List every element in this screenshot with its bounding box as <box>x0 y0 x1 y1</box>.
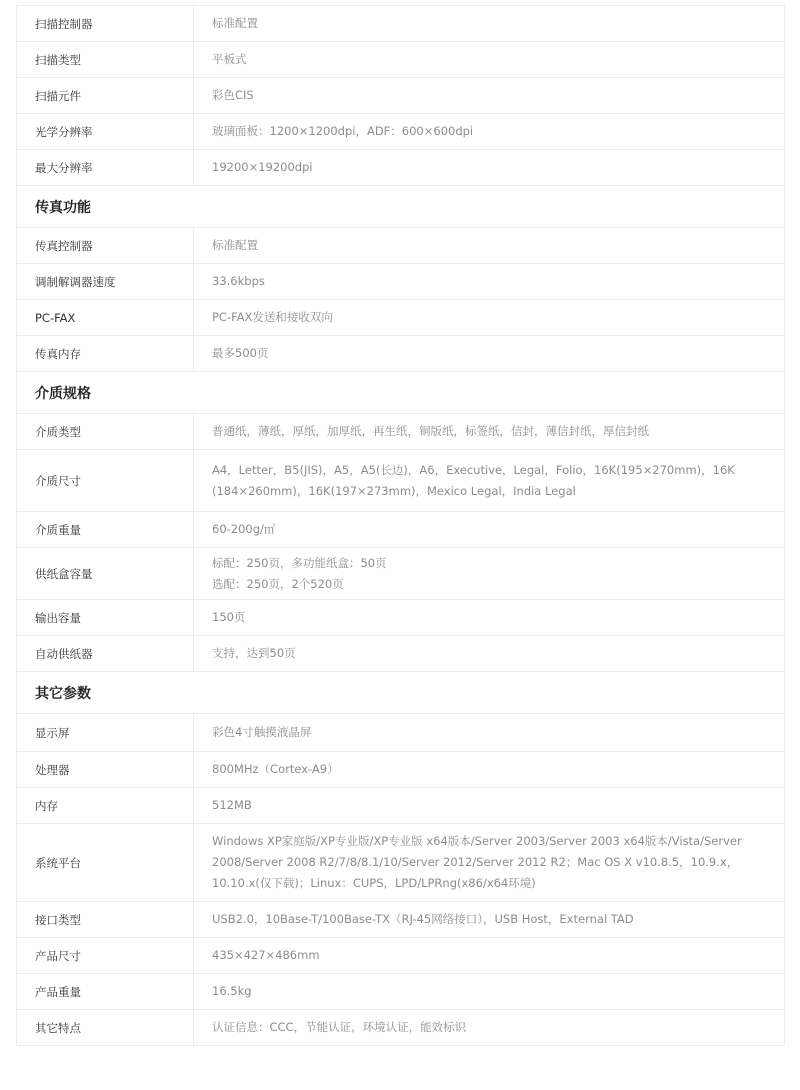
spec-value: 16.5kg <box>194 974 785 1010</box>
spec-value: 玻璃面板：1200×1200dpi，ADF：600×600dpi <box>194 114 785 150</box>
table-row <box>17 228 785 264</box>
spec-key: 光学分辨率 <box>17 114 194 150</box>
spec-key: 扫描类型 <box>17 42 194 78</box>
table-row <box>17 752 785 788</box>
spec-value: 平板式 <box>194 42 785 78</box>
spec-value: 150页 <box>194 600 785 636</box>
spec-value: 认证信息：CCC，节能认证，环境认证，能效标识 <box>194 1010 785 1046</box>
spec-key: 扫描控制器 <box>17 6 194 42</box>
spec-value: 33.6kbps <box>194 264 785 300</box>
spec-key: 产品尺寸 <box>17 938 194 974</box>
table-row <box>17 512 785 548</box>
spec-value <box>194 548 785 600</box>
spec-key: 介质重量 <box>17 512 194 548</box>
spec-key: 其它特点 <box>17 1010 194 1046</box>
table-row <box>17 824 785 902</box>
spec-key: 接口类型 <box>17 902 194 938</box>
spec-key: 产品重量 <box>17 974 194 1010</box>
spec-key: 介质尺寸 <box>17 450 194 512</box>
spec-value: 标准配置 <box>194 6 785 42</box>
spec-key: 介质类型 <box>17 414 194 450</box>
table-row <box>17 150 785 186</box>
table-row <box>17 788 785 824</box>
spec-key: 传真控制器 <box>17 228 194 264</box>
spec-value: 普通纸，薄纸，厚纸，加厚纸，再生纸，铜版纸，标签纸，信封，薄信封纸，厚信封纸 <box>194 414 785 450</box>
spec-value: 800MHz（Cortex-A9） <box>194 752 785 788</box>
spec-value: 60-200g/㎡ <box>194 512 785 548</box>
spec-key: 调制解调器速度 <box>17 264 194 300</box>
table-row <box>17 714 785 752</box>
table-row <box>17 78 785 114</box>
spec-value: 彩色4寸触摸液晶屏 <box>194 714 785 752</box>
table-row <box>17 264 785 300</box>
spec-key: 输出容量 <box>17 600 194 636</box>
spec-value-line: 选配：250页，2个520页 <box>212 576 344 591</box>
section-header <box>17 186 785 228</box>
spec-key: 最大分辨率 <box>17 150 194 186</box>
spec-value: 435×427×486mm <box>194 938 785 974</box>
spec-key: 处理器 <box>17 752 194 788</box>
table-row <box>17 1010 785 1046</box>
spec-value: 支持，达到50页 <box>194 636 785 672</box>
spec-table <box>16 5 785 1046</box>
table-row <box>17 938 785 974</box>
section-header <box>17 672 785 714</box>
spec-value: PC-FAX发送和接收双向 <box>194 300 785 336</box>
table-row <box>17 114 785 150</box>
spec-key: 内存 <box>17 788 194 824</box>
spec-key: 扫描元件 <box>17 78 194 114</box>
spec-value: Windows XP家庭版/XP专业版/XP专业版 x64版本/Server 2003/Server 2003 x64版本/Vista/Server 2008/Server 2008 R2/7/8/8.1/10/Server 2012/Server 2012 R2；Mac OS X v10.8.5，10.9.x，10.10.x(仅下载)；Linux：CUPS，LPD/LPRng(x86/x64环境) <box>194 824 785 902</box>
section-title: 其它参数 <box>17 672 785 714</box>
section-title: 介质规格 <box>17 372 785 414</box>
table-row <box>17 548 785 600</box>
spec-value: 最多500页 <box>194 336 785 372</box>
spec-key: 传真内存 <box>17 336 194 372</box>
spec-value: USB2.0，10Base-T/100Base-TX（RJ-45网络接口），USB Host，External TAD <box>194 902 785 938</box>
section-header <box>17 372 785 414</box>
table-row <box>17 974 785 1010</box>
spec-key: 系统平台 <box>17 824 194 902</box>
spec-key: 自动供纸器 <box>17 636 194 672</box>
table-row <box>17 450 785 512</box>
spec-value: 彩色CIS <box>194 78 785 114</box>
spec-value: 512MB <box>194 788 785 824</box>
spec-value: 19200×19200dpi <box>194 150 785 186</box>
section-title: 传真功能 <box>17 186 785 228</box>
spec-key: 显示屏 <box>17 714 194 752</box>
spec-key: 供纸盒容量 <box>17 548 194 600</box>
spec-value-line: 标配：250页，多功能纸盒：50页 <box>212 555 387 570</box>
table-row <box>17 42 785 78</box>
table-row <box>17 300 785 336</box>
spec-key: PC-FAX <box>17 300 194 336</box>
table-row <box>17 6 785 42</box>
table-row <box>17 336 785 372</box>
spec-value: A4，Letter，B5(JIS)，A5，A5(长边)，A6，Executive，Legal，Folio，16K(195×270mm)，16K (184×260mm)，16K(197×273mm)，Mexico Legal，India Legal <box>194 450 785 512</box>
table-row <box>17 902 785 938</box>
table-row <box>17 600 785 636</box>
table-row <box>17 414 785 450</box>
table-row <box>17 636 785 672</box>
spec-value: 标准配置 <box>194 228 785 264</box>
